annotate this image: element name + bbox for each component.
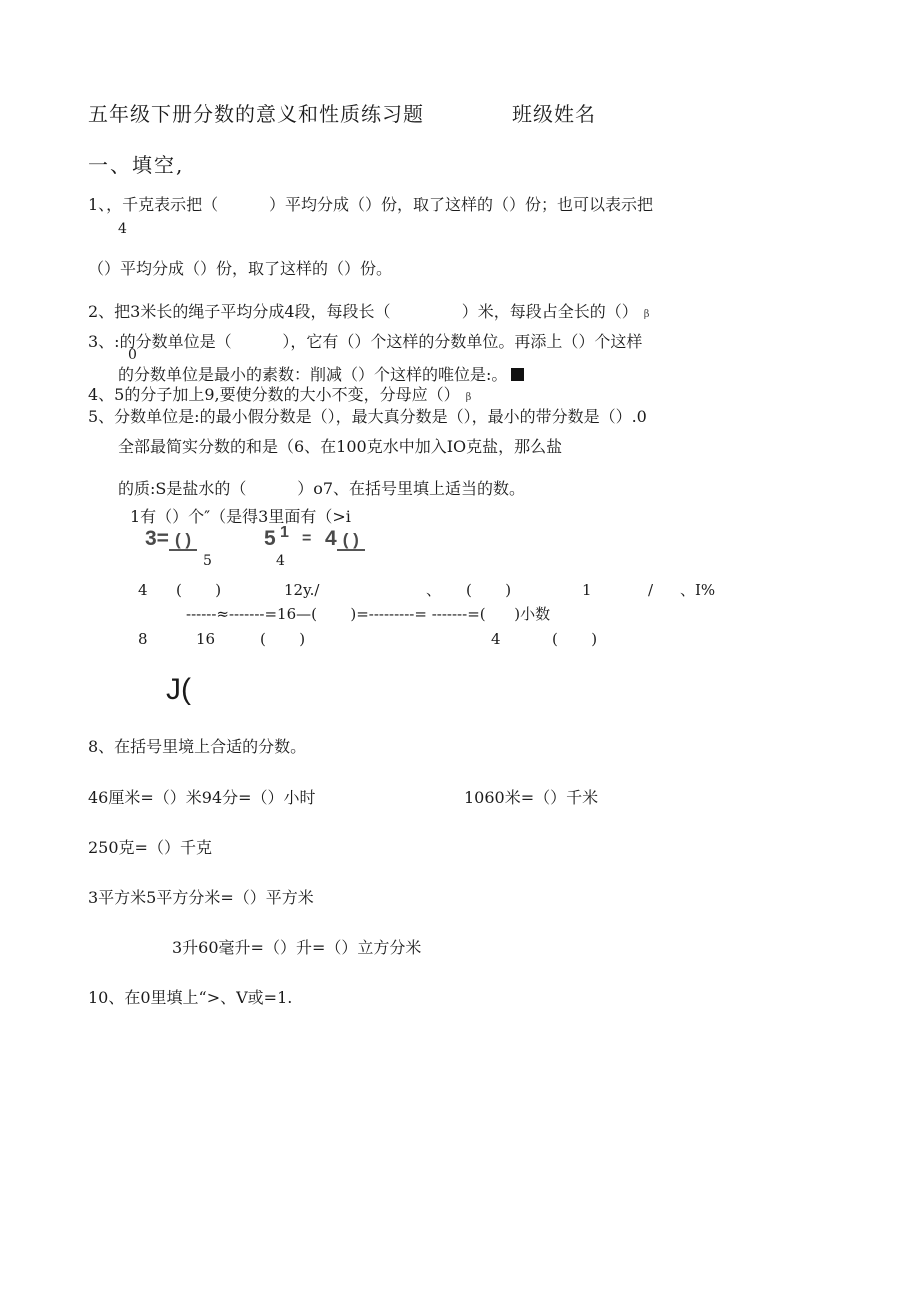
class-name-label: 班级姓名 <box>512 102 596 126</box>
fraction-numerator-7: / <box>648 581 654 599</box>
equation-mid-numerator: 1 <box>280 524 289 541</box>
equation-right-whole: 4 <box>325 527 337 550</box>
question-10: 10、在0里填上“>、V或=1. <box>88 988 293 1007</box>
equation-left-denominator: 5 <box>203 553 212 569</box>
fraction-denominator-2: 16 <box>196 630 216 648</box>
fraction-denominator-5: ( ) <box>552 630 598 648</box>
question-5-line-2: 全部最简实分数的和是（6、在100克水中加入IO克盐，那么盐 <box>118 437 563 456</box>
fraction-numerator-6: 1 <box>582 581 592 599</box>
fraction-numerator-3: 12y./ <box>284 581 320 599</box>
equation-three-equals <box>145 527 197 551</box>
worksheet-title: 五年级下册分数的意义和性质练习题 <box>88 102 424 126</box>
equation-right <box>325 527 365 551</box>
fraction-numerator-8: 、I% <box>680 581 716 599</box>
question-2-mark: β <box>643 309 650 320</box>
question-1-denominator: 4 <box>118 221 127 237</box>
question-3-line-2-text: 的分数单位是最小的素数：削减（）个这样的唯位是:。 <box>118 365 508 384</box>
question-7-line-1: 1有（）个″（是得3里面有（>i <box>130 507 351 526</box>
question-2-text: 2、把3米长的绳子平均分成4段，每段长（ ）米，每段占全长的（） <box>88 302 638 321</box>
equation-mid-whole: 5 <box>264 527 276 550</box>
section-heading-fill-blank: 一、填空, <box>88 153 185 177</box>
fraction-numerator-5: ( ) <box>466 581 512 599</box>
equation-mid-denominator: 4 <box>276 553 285 569</box>
question-8-row-1-left: 46厘米=（）米94分=（）小时 <box>88 788 316 807</box>
question-2 <box>88 304 650 320</box>
question-3-line-2 <box>118 367 524 383</box>
fraction-denominator-3: ( ) <box>260 630 306 648</box>
question-6-line: 的质:S是盐水的（ ）o7、在括号里填上适当的数。 <box>118 479 526 498</box>
question-8-row-2: 250克=（）千克 <box>88 838 212 857</box>
fraction-denominator-1: 8 <box>138 630 148 648</box>
question-8-row-3: 3平方米5平方分米=（）平方米 <box>88 888 314 907</box>
question-8-row-4: 3升60毫升=（）升=（）立方分米 <box>172 938 422 957</box>
question-3-zero: 0 <box>128 347 137 363</box>
question-8-row-1-right: 1060米=（）千米 <box>464 788 599 807</box>
question-1-line-2: （）平均分成（）份，取了这样的（）份。 <box>88 259 393 278</box>
fraction-bars-row: ------≈-------=16—( )=---------= -------=( )小数 <box>186 605 551 623</box>
question-4-text: 4、5的分子加上9,要使分数的大小不变，分母应（） <box>88 385 460 404</box>
equation-mid-fraction <box>280 524 289 542</box>
fraction-numerator-4: 、 <box>426 581 442 599</box>
stray-mark: J( <box>166 673 191 706</box>
equation-equals-sign: = <box>302 530 312 547</box>
question-3-line-1: 3、:的分数单位是（ ），它有（）个这样的分数单位。再添上（）个这样 <box>88 332 643 351</box>
equation-right-blank: ( ) <box>337 530 365 551</box>
question-8-intro: 8、在括号里境上合适的分数。 <box>88 737 307 756</box>
question-1-line-1: 1、，千克表示把（ ）平均分成（）份，取了这样的（）份；也可以表示把 <box>88 195 654 214</box>
equation-mixed-number <box>264 527 276 551</box>
fraction-numerator-1: 4 <box>138 581 148 599</box>
black-square-icon <box>511 368 524 381</box>
question-5-line-1: 5、分数单位是:的最小假分数是（），最大真分数是（），最小的带分数是（）.0 <box>88 407 647 426</box>
fraction-numerator-2: ( ) <box>176 581 222 599</box>
question-4-mark: β <box>465 392 472 403</box>
equation-mid-equals <box>302 530 311 548</box>
equation-left-whole: 3= <box>145 527 169 550</box>
fraction-denominator-4: 4 <box>491 630 501 648</box>
equation-left-blank: ( ) <box>169 530 197 551</box>
question-4 <box>88 387 471 403</box>
